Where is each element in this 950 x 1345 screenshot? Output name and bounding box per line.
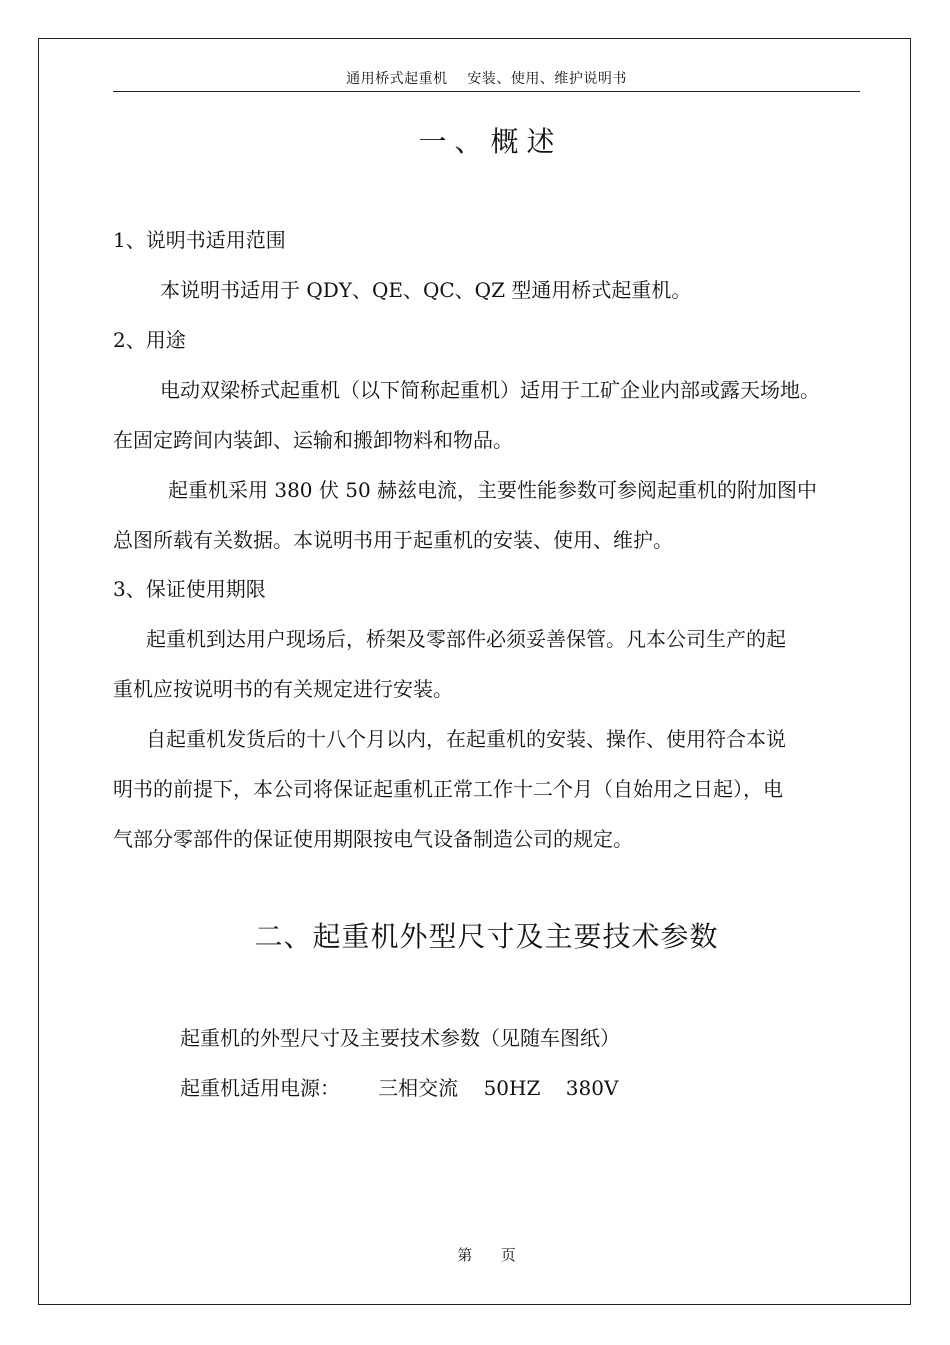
warranty-paragraph-2-line-3: 气部分零部件的保证使用期限按电气设备制造公司的规定。 [113, 827, 633, 851]
warranty-paragraph-2-line-1: 自起重机发货后的十八个月以内，在起重机的安装、操作、使用符合本说 [146, 727, 786, 751]
usage-paragraph-1-line-2: 在固定跨间内装卸、运输和搬卸物料和物品。 [113, 428, 513, 452]
usage-paragraph-2-line-1: 起重机采用 380 伏 50 赫兹电流，主要性能参数可参阅起重机的附加图中 [168, 478, 818, 502]
subsection-3-heading: 3、保证使用期限 [113, 577, 266, 601]
page-number-footer: 第 页 [457, 1246, 516, 1264]
power-supply-line: 起重机适用电源： 三相交流 50HZ 380V [180, 1076, 619, 1100]
warranty-paragraph-1-line-2: 重机应按说明书的有关规定进行安装。 [113, 677, 453, 701]
usage-paragraph-2-line-2: 总图所载有关数据。本说明书用于起重机的安装、使用、维护。 [113, 528, 673, 552]
subsection-1-body: 本说明书适用于 QDY、QE、QC、QZ 型通用桥式起重机。 [160, 278, 692, 302]
warranty-paragraph-2-line-2: 明书的前提下，本公司将保证起重机正常工作十二个月（自始用之日起），电 [113, 777, 783, 801]
dimensions-note: 起重机的外型尺寸及主要技术参数（见随车图纸） [180, 1026, 620, 1050]
subsection-1-heading: 1、说明书适用范围 [113, 228, 286, 252]
warranty-paragraph-1-line-1: 起重机到达用户现场后，桥架及零部件必须妥善保管。凡本公司生产的起 [146, 627, 786, 651]
section-2-title: 二、起重机外型尺寸及主要技术参数 [254, 920, 719, 953]
header-divider [113, 91, 860, 92]
usage-paragraph-1-line-1: 电动双梁桥式起重机（以下简称起重机）适用于工矿企业内部或露天场地。 [160, 378, 820, 402]
subsection-2-heading: 2、用途 [113, 328, 186, 352]
running-header: 通用桥式起重机 安装、使用、维护说明书 [346, 71, 627, 87]
section-1-title: 一、概述 [418, 125, 563, 158]
